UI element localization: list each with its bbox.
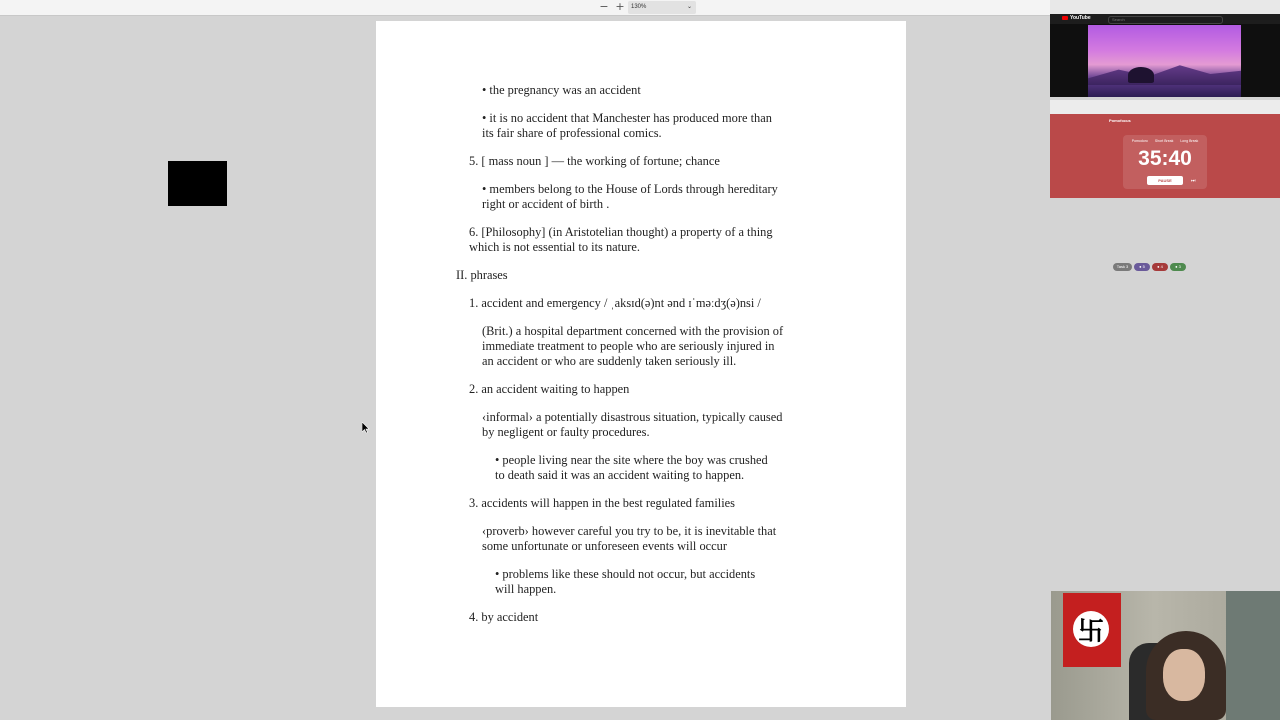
pomodoro-window[interactable]	[1050, 100, 1280, 198]
doc-line: 1. accident and emergency / ˌaksɪd(ə)nt ənd ɪˈməːdʒ(ə)nsi /	[469, 296, 761, 310]
tab-short-break[interactable]: Short Break	[1154, 139, 1174, 143]
timer-card	[1123, 135, 1207, 189]
doc-line: by negligent or faulty procedures.	[482, 425, 650, 439]
chip-3[interactable]: ● 3	[1170, 263, 1186, 271]
doc-line: 2. an accident waiting to happen	[469, 382, 630, 396]
streamer-face	[1163, 649, 1205, 701]
doc-line: 4. by accident	[469, 610, 539, 624]
doc-line: ‹proverb› however careful you try to be, it is inevitable that	[482, 524, 777, 538]
video-frame-mountains	[1088, 63, 1241, 85]
doc-line: • problems like these should not occur, but accidents	[495, 567, 756, 581]
doc-line: will happen.	[495, 582, 557, 596]
doc-line: an accident or who are suddenly taken seriously ill.	[482, 354, 737, 368]
pomodoro-app-name: Pomofocus	[1109, 118, 1131, 123]
doc-line: right or accident of birth .	[482, 197, 610, 211]
youtube-logo-text: YouTube	[1070, 15, 1091, 21]
chip-1[interactable]: ● 5	[1134, 263, 1150, 271]
doc-line: its fair share of professional comics.	[482, 126, 662, 140]
chevron-down-icon: ⌄	[686, 4, 692, 10]
doc-line: 5. [ mass noun ] — the working of fortune; chance	[469, 154, 720, 168]
webcam-feed	[1051, 591, 1280, 720]
video-frame-tree	[1128, 67, 1154, 83]
zoom-out-button[interactable]: −	[599, 0, 609, 13]
zoom-level-value: 130%	[631, 4, 647, 10]
webcam-shelf	[1226, 591, 1280, 720]
zoom-level-select[interactable]	[628, 1, 696, 14]
chip-task[interactable]: Task 3	[1113, 263, 1132, 271]
doc-line: immediate treatment to people who are seriously injured in	[482, 339, 775, 353]
doc-line: 3. accidents will happen in the best regulated families	[469, 496, 735, 510]
youtube-logo-icon	[1062, 16, 1068, 20]
youtube-window[interactable]	[1050, 0, 1280, 97]
document-page	[376, 21, 906, 707]
redaction-box	[168, 161, 227, 206]
video-player[interactable]	[1088, 25, 1241, 97]
wall-flag	[1063, 593, 1121, 667]
tab-pomodoro[interactable]: Pomodoro	[1131, 139, 1148, 143]
flag-emblem: 卐	[1073, 611, 1109, 647]
doc-line: • the pregnancy was an accident	[482, 83, 641, 97]
doc-line: • it is no accident that Manchester has produced more than	[482, 111, 772, 125]
doc-line: ‹informal› a potentially disastrous situation, typically caused	[482, 410, 783, 424]
youtube-search-input[interactable]: Search	[1108, 16, 1223, 24]
doc-line: which is not essential to its nature.	[469, 240, 641, 254]
zoom-in-button[interactable]: +	[615, 0, 625, 13]
doc-line: (Brit.) a hospital department concerned with the provision of	[482, 324, 784, 338]
doc-line: 6. [Philosophy] (in Aristotelian thought) a property of a thing	[469, 225, 773, 239]
skip-icon[interactable]: ⏭	[1191, 178, 1196, 184]
timer-tabs	[1123, 139, 1207, 143]
doc-line: some unfortunate or unforeseen events will occur	[482, 539, 727, 553]
browser-chrome	[1050, 100, 1280, 114]
timer-display: 35:40	[1138, 147, 1192, 170]
browser-chrome	[1050, 0, 1280, 14]
doc-line: • people living near the site where the boy was crushed	[495, 453, 768, 467]
doc-line: • members belong to the House of Lords through hereditary	[482, 182, 778, 196]
chip-2[interactable]: ● 4	[1152, 263, 1168, 271]
pause-button[interactable]: PAUSE	[1147, 176, 1183, 185]
mouse-cursor-icon	[362, 421, 370, 439]
section-heading: II. phrases	[456, 268, 508, 282]
doc-line: to death said it was an accident waiting to happen.	[495, 468, 745, 482]
tab-long-break[interactable]: Long Break	[1180, 139, 1199, 143]
youtube-logo[interactable]	[1062, 15, 1091, 21]
